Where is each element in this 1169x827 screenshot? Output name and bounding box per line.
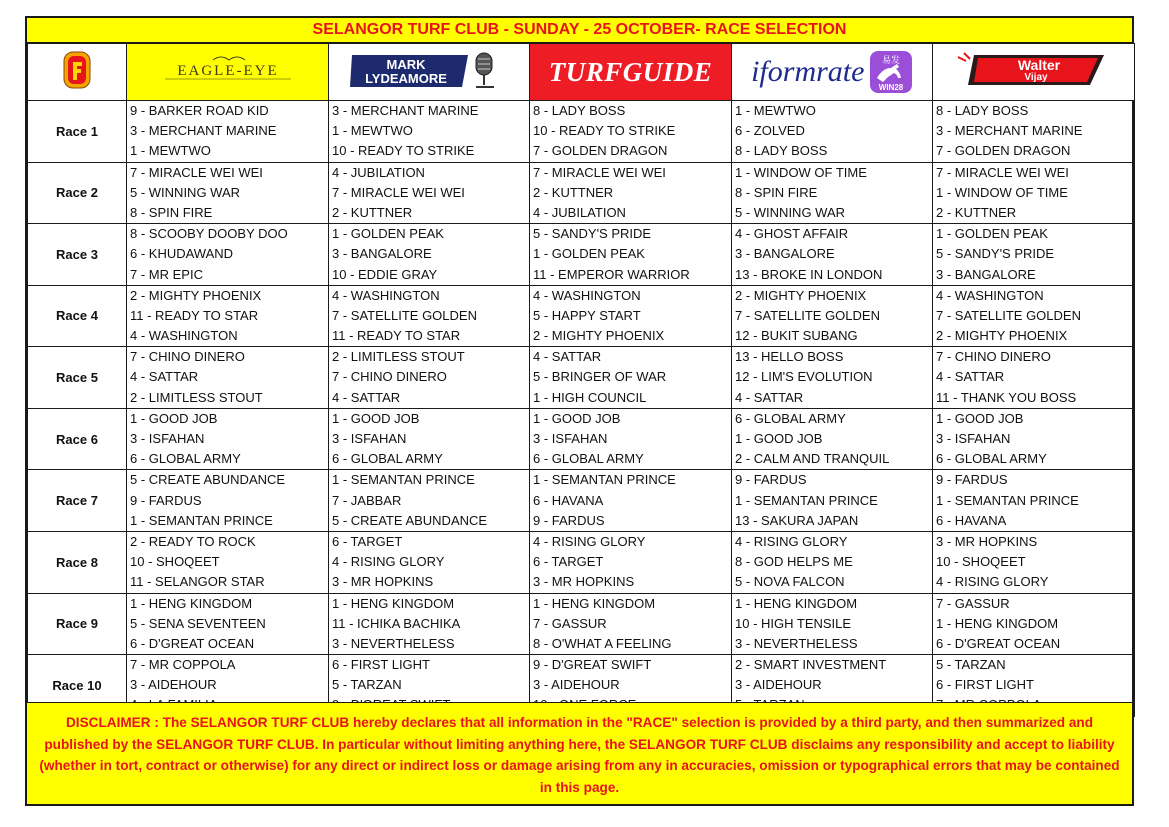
tipster-picks-cell bbox=[127, 162, 329, 224]
tipster-picks-cell bbox=[732, 285, 933, 347]
horse-pick: 1 - GOLDEN PEAK bbox=[936, 226, 1048, 242]
tipster-picks-cell bbox=[530, 470, 732, 532]
horse-pick: 7 - GOLDEN DRAGON bbox=[533, 143, 668, 159]
horse-pick: 5 - CREATE ABUNDANCE bbox=[332, 512, 488, 528]
horse-pick: 1 - MEWTWO bbox=[332, 123, 413, 139]
horse-pick: 6 - D'GREAT OCEAN bbox=[936, 635, 1061, 651]
horse-pick: 11 - READY TO STAR bbox=[332, 328, 461, 344]
horse-pick: 6 - FIRST LIGHT bbox=[936, 677, 1034, 693]
horse-pick: 10 - READY TO STRIKE bbox=[533, 123, 676, 139]
horse-pick: 3 - ISFAHAN bbox=[533, 431, 608, 446]
horse-pick: 10 - SHOQEET bbox=[936, 554, 1026, 570]
horse-pick: 6 - GLOBAL ARMY bbox=[735, 410, 846, 426]
horse-pick: 6 - GLOBAL ARMY bbox=[332, 451, 443, 467]
horse-pick: 9 - FARDUS bbox=[936, 472, 1008, 488]
tipster-logo-row bbox=[27, 43, 1135, 101]
horse-pick: 7 - SATELLITE GOLDEN bbox=[735, 307, 880, 323]
horse-pick: 3 - AIDEHOUR bbox=[130, 677, 217, 693]
tipster-picks-cell bbox=[127, 470, 329, 532]
tipster-picks-cell bbox=[329, 162, 530, 224]
horse-pick: 1 - GOOD JOB bbox=[332, 410, 420, 426]
tipster-picks-cell bbox=[732, 224, 933, 286]
horse-pick: 2 - CALM AND TRANQUIL bbox=[735, 451, 890, 467]
horse-pick: 13 - HELLO BOSS bbox=[735, 349, 844, 365]
horse-pick: 12 - BUKIT SUBANG bbox=[735, 328, 858, 344]
horse-pick: 7 - MIRACLE WEI WEI bbox=[130, 164, 263, 180]
horse-pick: 1 - WINDOW OF TIME bbox=[936, 184, 1068, 200]
horse-pick: 3 - MR HOPKINS bbox=[533, 574, 635, 590]
horse-pick: 13 - SAKURA JAPAN bbox=[735, 512, 859, 528]
eagle-eye-logo bbox=[153, 54, 303, 86]
tipster-picks-cell bbox=[933, 408, 1135, 470]
horse-pick: 7 - GASSUR bbox=[936, 595, 1010, 611]
horse-pick: 9 - D'GREAT SWIFT bbox=[533, 657, 652, 673]
horse-pick: 3 - ISFAHAN bbox=[936, 431, 1011, 446]
horse-pick: 8 - LADY BOSS bbox=[735, 143, 828, 159]
horse-pick: 6 - GLOBAL ARMY bbox=[130, 451, 241, 467]
mark-lydeamore-logo-cell bbox=[329, 44, 530, 101]
tipster-picks-cell bbox=[732, 101, 933, 162]
horse-pick: 3 - MR HOPKINS bbox=[332, 574, 434, 590]
racehorse-icon bbox=[869, 50, 913, 94]
horse-pick: 5 - TARZAN bbox=[332, 677, 402, 693]
tipster-picks-cell bbox=[329, 224, 530, 286]
tipster-picks-cell bbox=[933, 470, 1135, 532]
tipster-picks-cell bbox=[127, 347, 329, 409]
horse-pick: 3 - AIDEHOUR bbox=[735, 677, 822, 693]
race-row bbox=[28, 470, 1135, 532]
tipster-picks-cell bbox=[530, 408, 732, 470]
horse-pick: 4 - JUBILATION bbox=[332, 164, 425, 180]
iformrate-badge-cn: 易发 bbox=[881, 56, 900, 66]
horse-pick: 4 - GHOST AFFAIR bbox=[735, 226, 849, 242]
walter-vijay-line1: Walter bbox=[1017, 56, 1060, 73]
tipster-picks-cell bbox=[732, 347, 933, 409]
horse-pick: 1 - SEMANTAN PRINCE bbox=[332, 472, 475, 488]
horse-pick: 3 - BANGALORE bbox=[735, 246, 835, 262]
race-row bbox=[28, 593, 1135, 655]
race-row bbox=[28, 531, 1135, 593]
tipster-picks-cell bbox=[530, 162, 732, 224]
horse-pick: 5 - SENA SEVENTEEN bbox=[130, 615, 266, 631]
horse-pick: 3 - AIDEHOUR bbox=[533, 677, 620, 693]
horse-pick: 1 - HIGH COUNCIL bbox=[533, 389, 647, 405]
horse-pick: 7 - JABBAR bbox=[332, 492, 402, 508]
horse-pick: 6 - KHUDAWAND bbox=[130, 246, 234, 262]
tipster-picks-cell bbox=[530, 285, 732, 347]
walter-vijay-logo bbox=[944, 47, 1124, 93]
stc-crest-icon bbox=[62, 50, 92, 90]
iformrate-wordmark: iformrate bbox=[751, 55, 865, 88]
horse-pick: 10 - SHOQEET bbox=[130, 554, 220, 570]
horse-pick: 4 - SATTAR bbox=[936, 369, 1005, 385]
horse-pick: 1 - SEMANTAN PRINCE bbox=[735, 492, 878, 508]
horse-pick: 5 - BRINGER OF WAR bbox=[533, 369, 667, 385]
horse-pick: 4 - SATTAR bbox=[533, 349, 602, 365]
horse-pick: 7 - MIRACLE WEI WEI bbox=[533, 164, 666, 180]
horse-pick: 9 - FARDUS bbox=[735, 472, 807, 488]
horse-pick: 5 - NOVA FALCON bbox=[735, 574, 845, 590]
horse-pick: 7 - MIRACLE WEI WEI bbox=[936, 164, 1069, 180]
horse-pick: 7 - GOLDEN DRAGON bbox=[936, 143, 1071, 159]
horse-pick: 4 - SATTAR bbox=[130, 369, 199, 385]
horse-pick: 4 - SATTAR bbox=[332, 389, 401, 405]
race-label: Race 9 bbox=[28, 593, 127, 655]
tipster-picks-cell bbox=[732, 162, 933, 224]
tipster-picks-cell bbox=[933, 285, 1135, 347]
horse-pick: 12 - LIM'S EVOLUTION bbox=[735, 369, 873, 385]
horse-pick: 8 - SCOOBY DOOBY DOO bbox=[130, 226, 288, 242]
horse-pick: 7 - CHINO DINERO bbox=[332, 369, 447, 385]
horse-pick: 3 - ISFAHAN bbox=[332, 431, 407, 446]
horse-pick: 3 - BANGALORE bbox=[332, 246, 432, 262]
horse-pick: 1 - GOOD JOB bbox=[936, 410, 1024, 426]
tipster-picks-cell bbox=[329, 470, 530, 532]
horse-pick: 2 - LIMITLESS STOUT bbox=[332, 349, 465, 365]
tipster-picks-cell bbox=[127, 285, 329, 347]
tipster-picks-cell bbox=[127, 531, 329, 593]
horse-pick: 5 - CREATE ABUNDANCE bbox=[130, 472, 286, 488]
horse-pick: 3 - MR HOPKINS bbox=[936, 533, 1038, 549]
race-row bbox=[28, 408, 1135, 470]
race-label: Race 8 bbox=[28, 531, 127, 593]
selection-table bbox=[27, 101, 1135, 717]
horse-pick: 1 - SEMANTAN PRINCE bbox=[936, 492, 1079, 508]
horse-pick: 11 - THANK YOU BOSS bbox=[936, 389, 1077, 405]
horse-pick: 2 - MIGHTY PHOENIX bbox=[130, 287, 262, 303]
tipster-picks-cell bbox=[127, 408, 329, 470]
horse-pick: 4 - SATTAR bbox=[735, 389, 804, 405]
horse-pick: 11 - READY TO STAR bbox=[130, 307, 259, 323]
tipster-picks-cell bbox=[329, 347, 530, 409]
tipster-picks-cell bbox=[732, 408, 933, 470]
walter-vijay-logo-cell bbox=[933, 44, 1135, 101]
race-row bbox=[28, 224, 1135, 286]
race-label: Race 10 bbox=[28, 655, 127, 717]
horse-pick: 2 - READY TO ROCK bbox=[130, 533, 256, 549]
horse-pick: 6 - GLOBAL ARMY bbox=[936, 451, 1047, 467]
eagle-eye-wordmark: EAGLE-EYE bbox=[176, 62, 279, 79]
race-label: Race 5 bbox=[28, 347, 127, 409]
horse-pick: 1 - HENG KINGDOM bbox=[533, 595, 656, 611]
horse-pick: 4 - WASHINGTON bbox=[533, 287, 641, 303]
tipster-picks-cell bbox=[329, 101, 530, 162]
eagle-eye-logo-cell bbox=[127, 44, 329, 101]
horse-pick: 6 - ZOLVED bbox=[735, 123, 805, 139]
tipster-picks-cell bbox=[732, 531, 933, 593]
horse-pick: 7 - GASSUR bbox=[533, 615, 607, 631]
horse-pick: 4 - WASHINGTON bbox=[130, 328, 238, 344]
tipster-picks-cell bbox=[127, 101, 329, 162]
horse-pick: 4 - JUBILATION bbox=[533, 204, 626, 220]
horse-pick: 7 - CHINO DINERO bbox=[936, 349, 1051, 365]
horse-pick: 6 - TARGET bbox=[533, 554, 604, 570]
horse-pick: 1 - HENG KINGDOM bbox=[130, 595, 253, 611]
horse-pick: 4 - WASHINGTON bbox=[332, 287, 440, 303]
tipster-picks-cell bbox=[530, 593, 732, 655]
horse-pick: 8 - LADY BOSS bbox=[533, 103, 626, 118]
race-row bbox=[28, 285, 1135, 347]
tipster-picks-cell bbox=[933, 531, 1135, 593]
horse-pick: 10 - READY TO STRIKE bbox=[332, 143, 475, 159]
horse-pick: 3 - MERCHANT MARINE bbox=[332, 103, 479, 118]
horse-pick: 8 - SPIN FIRE bbox=[735, 184, 818, 200]
race-row bbox=[28, 347, 1135, 409]
horse-pick: 7 - MR COPPOLA bbox=[130, 657, 236, 673]
disclaimer: DISCLAIMER : The SELANGOR TURF CLUB hereby declares that all information in the "RACE" selection is provided by a third party, and then summarized and published by the SELANGOR TURF CLUB. In particular without limiting anything here, the SELANGOR TURF CLUB disclaims any responsibility and accept to liability (whether in tort, contract or otherwise) for any direct or indirect loss or damage arising from any in accuracies, omission or typographical errors that may be contained in this page. bbox=[27, 702, 1132, 804]
tipster-picks-cell bbox=[933, 101, 1135, 162]
horse-pick: 2 - MIGHTY PHOENIX bbox=[735, 287, 867, 303]
horse-pick: 3 - ISFAHAN bbox=[130, 431, 205, 446]
tipster-picks-cell bbox=[732, 470, 933, 532]
horse-pick: 1 - HENG KINGDOM bbox=[936, 615, 1059, 631]
horse-pick: 1 - GOOD JOB bbox=[130, 410, 218, 426]
mark-lydeamore-logo bbox=[344, 47, 514, 93]
horse-pick: 3 - NEVERTHELESS bbox=[735, 635, 858, 651]
horse-pick: 9 - FARDUS bbox=[533, 512, 605, 528]
horse-pick: 1 - SEMANTAN PRINCE bbox=[130, 512, 273, 528]
horse-pick: 4 - WASHINGTON bbox=[936, 287, 1044, 303]
horse-pick: 1 - GOLDEN PEAK bbox=[533, 246, 645, 262]
horse-pick: 8 - SPIN FIRE bbox=[130, 204, 213, 220]
race-row bbox=[28, 101, 1135, 162]
horse-pick: 2 - KUTTNER bbox=[936, 204, 1017, 220]
tipster-picks-cell bbox=[329, 408, 530, 470]
walter-vijay-line2: Vijay bbox=[1023, 71, 1048, 83]
horse-pick: 7 - SATELLITE GOLDEN bbox=[936, 307, 1081, 323]
page-title: SELANGOR TURF CLUB - SUNDAY - 25 OCTOBER- RACE SELECTION bbox=[27, 18, 1132, 43]
horse-pick: 2 - MIGHTY PHOENIX bbox=[936, 328, 1068, 344]
horse-pick: 5 - WINNING WAR bbox=[130, 184, 241, 200]
race-label: Race 4 bbox=[28, 285, 127, 347]
horse-pick: 1 - MEWTWO bbox=[735, 103, 816, 118]
tipster-picks-cell bbox=[530, 101, 732, 162]
horse-pick: 5 - HAPPY START bbox=[533, 307, 641, 323]
tipster-picks-cell bbox=[329, 593, 530, 655]
microphone-icon bbox=[476, 53, 494, 87]
race-selection-sheet bbox=[25, 16, 1134, 806]
tipster-picks-cell bbox=[530, 347, 732, 409]
stc-logo-cell bbox=[28, 44, 127, 101]
race-label: Race 3 bbox=[28, 224, 127, 286]
horse-pick: 11 - EMPEROR WARRIOR bbox=[533, 266, 690, 282]
horse-pick: 5 - SANDY'S PRIDE bbox=[936, 246, 1055, 262]
horse-pick: 5 - TARZAN bbox=[936, 657, 1006, 673]
tipster-picks-cell bbox=[530, 531, 732, 593]
horse-pick: 3 - NEVERTHELESS bbox=[332, 635, 455, 651]
horse-pick: 1 - GOOD JOB bbox=[735, 431, 823, 446]
mark-lydeamore-line1: MARK bbox=[386, 56, 426, 72]
horse-pick: 1 - HENG KINGDOM bbox=[735, 595, 858, 611]
turfguide-wordmark: TURFGUIDE bbox=[548, 56, 713, 87]
horse-pick: 6 - FIRST LIGHT bbox=[332, 657, 430, 673]
horse-pick: 7 - CHINO DINERO bbox=[130, 349, 245, 365]
horse-pick: 6 - GLOBAL ARMY bbox=[533, 451, 644, 467]
horse-pick: 1 - HENG KINGDOM bbox=[332, 595, 455, 611]
horse-pick: 6 - TARGET bbox=[332, 533, 403, 549]
tipster-picks-cell bbox=[933, 347, 1135, 409]
turfguide-logo-cell bbox=[530, 44, 732, 101]
mark-lydeamore-line2: LYDEAMORE bbox=[365, 70, 447, 86]
race-label: Race 2 bbox=[28, 162, 127, 224]
horse-pick: 2 - LIMITLESS STOUT bbox=[130, 389, 263, 405]
horse-pick: 9 - FARDUS bbox=[130, 492, 202, 508]
horse-pick: 7 - MR EPIC bbox=[130, 266, 203, 282]
horse-pick: 3 - MERCHANT MARINE bbox=[130, 123, 277, 139]
horse-pick: 2 - MIGHTY PHOENIX bbox=[533, 328, 665, 344]
horse-pick: 1 - MEWTWO bbox=[130, 143, 211, 159]
race-label: Race 7 bbox=[28, 470, 127, 532]
tipster-picks-cell bbox=[329, 531, 530, 593]
horse-pick: 10 - HIGH TENSILE bbox=[735, 615, 852, 631]
horse-pick: 3 - MERCHANT MARINE bbox=[936, 123, 1083, 139]
race-label: Race 1 bbox=[28, 101, 127, 162]
horse-pick: 8 - LADY BOSS bbox=[936, 103, 1029, 118]
tipster-picks-cell bbox=[530, 224, 732, 286]
iformrate-badge: WIN28 bbox=[878, 83, 904, 92]
horse-pick: 6 - D'GREAT OCEAN bbox=[130, 635, 255, 651]
tipster-picks-cell bbox=[933, 593, 1135, 655]
horse-pick: 1 - SEMANTAN PRINCE bbox=[533, 472, 676, 488]
horse-pick: 8 - GOD HELPS ME bbox=[735, 554, 853, 570]
horse-pick: 2 - KUTTNER bbox=[332, 204, 413, 220]
horse-pick: 4 - RISING GLORY bbox=[735, 533, 848, 549]
race-row bbox=[28, 162, 1135, 224]
tipster-picks-cell bbox=[127, 224, 329, 286]
horse-pick: 6 - HAVANA bbox=[936, 512, 1007, 528]
horse-pick: 8 - O'WHAT A FEELING bbox=[533, 635, 672, 651]
iformrate-logo-cell bbox=[732, 44, 933, 101]
tipster-picks-cell bbox=[933, 162, 1135, 224]
horse-pick: 11 - SELANGOR STAR bbox=[130, 574, 265, 590]
horse-pick: 1 - GOOD JOB bbox=[533, 410, 621, 426]
horse-pick: 5 - SANDY'S PRIDE bbox=[533, 226, 652, 242]
horse-pick: 4 - RISING GLORY bbox=[936, 574, 1049, 590]
horse-pick: 5 - WINNING WAR bbox=[735, 204, 846, 220]
horse-pick: 7 - MIRACLE WEI WEI bbox=[332, 184, 465, 200]
horse-pick: 2 - SMART INVESTMENT bbox=[735, 657, 887, 673]
horse-pick: 4 - RISING GLORY bbox=[332, 554, 445, 570]
horse-pick: 7 - SATELLITE GOLDEN bbox=[332, 307, 477, 323]
tipster-picks-cell bbox=[127, 593, 329, 655]
horse-pick: 10 - EDDIE GRAY bbox=[332, 266, 438, 282]
horse-pick: 3 - BANGALORE bbox=[936, 266, 1036, 282]
horse-pick: 9 - BARKER ROAD KID bbox=[130, 103, 269, 118]
tipster-picks-cell bbox=[732, 593, 933, 655]
tipster-picks-cell bbox=[933, 224, 1135, 286]
horse-pick: 2 - KUTTNER bbox=[533, 184, 614, 200]
horse-pick: 4 - RISING GLORY bbox=[533, 533, 646, 549]
horse-pick: 11 - ICHIKA BACHIKA bbox=[332, 615, 461, 631]
horse-pick: 1 - WINDOW OF TIME bbox=[735, 164, 867, 180]
horse-pick: 1 - GOLDEN PEAK bbox=[332, 226, 444, 242]
horse-pick: 13 - BROKE IN LONDON bbox=[735, 266, 883, 282]
race-label: Race 6 bbox=[28, 408, 127, 470]
horse-pick: 6 - HAVANA bbox=[533, 492, 604, 508]
tipster-picks-cell bbox=[329, 285, 530, 347]
